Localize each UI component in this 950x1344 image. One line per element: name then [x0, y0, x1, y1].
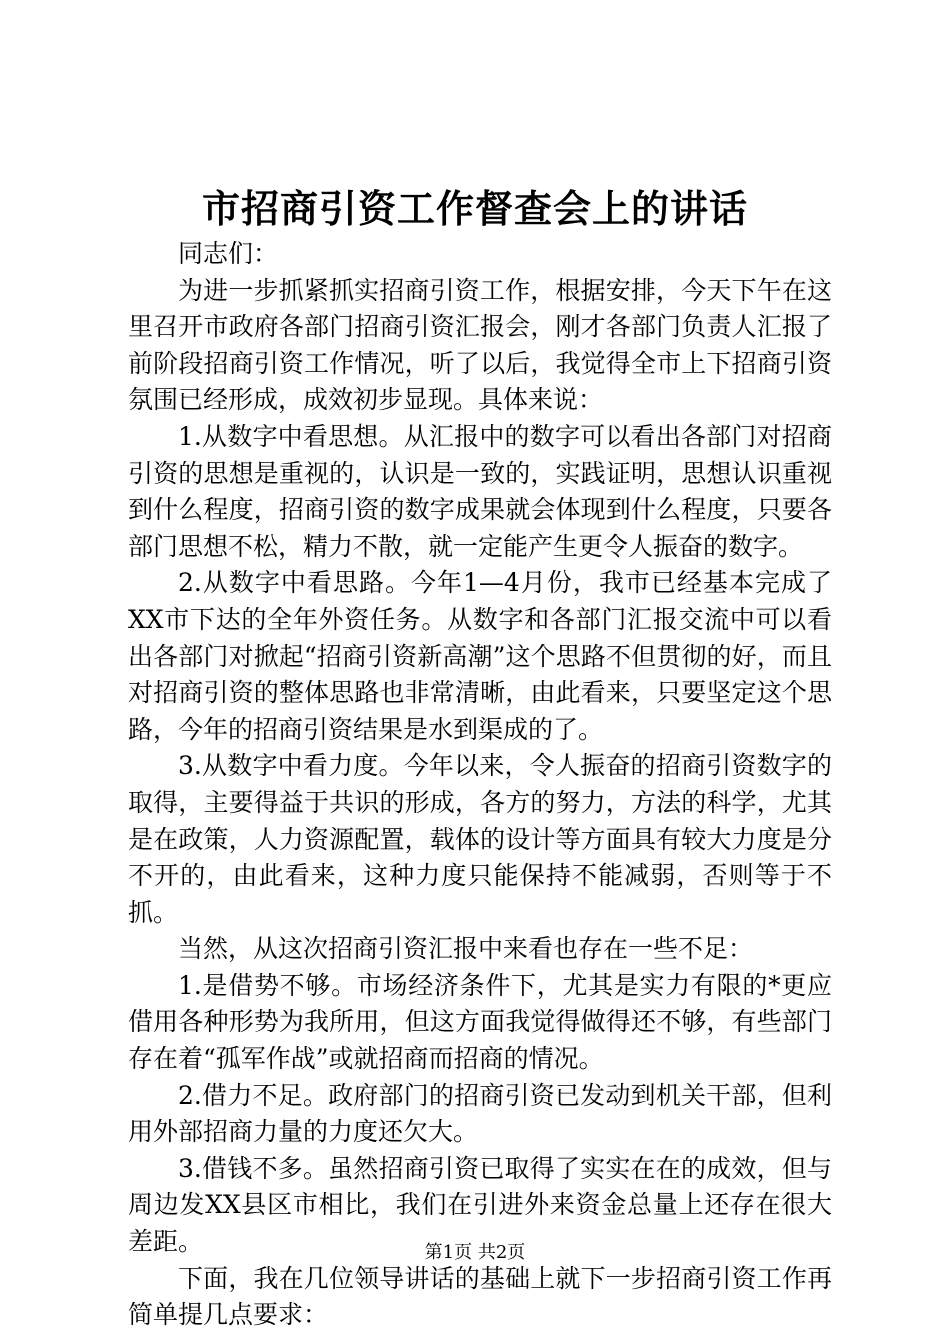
document-title: 市招商引资工作督查会上的讲话 [201, 186, 748, 231]
paragraph-shortcoming-2: 2.借力不足。政府部门的招商引资已发动到机关干部，但利用外部招商力量的力度还欠大。 [128, 1080, 832, 1147]
paragraph-point-3-strength: 3.从数字中看力度。今年以来，令人振奋的招商引资数字的取得，主要得益于共识的形成，各方的努力，方法的科学，尤其是在政策，人力资源配置，载体的设计等方面具有较大力度是分不开的，由此看来，这种力度只能保持不能减弱，否则等于不抓。 [128, 751, 832, 927]
page-number-footer: 第1页 共2页 [424, 1242, 526, 1263]
paragraph-requirements-intro: 下面，我在几位领导讲话的基础上就下一步招商引资工作再简单提几点要求： [128, 1263, 832, 1330]
document-body [128, 236, 832, 1334]
paragraph-point-1-thought: 1.从数字中看思想。从汇报中的数字可以看出各部门对招商引资的思想是重视的，认识是一致的，实践证明，思想认识重视到什么程度，招商引资的数字成果就会体现到什么程度，只要各部门思想不松，精力不散，就一定能产生更令人振奋的数字。 [128, 421, 832, 561]
paragraph-shortcoming-1: 1.是借势不够。市场经济条件下，尤其是实力有限的*更应借用各种形势为我所用，但这方面我觉得做得还不够，有些部门存在着“孤军作战”或就招商而招商的情况。 [128, 970, 832, 1074]
paragraph-shortcoming-3: 3.借钱不多。虽然招商引资已取得了实实在在的成效，但与周边发XX县区市相比，我们在引进外来资金总量上还存在很大差距。 [128, 1153, 832, 1257]
salutation: 同志们： [178, 239, 279, 268]
paragraph-shortcomings-intro: 当然，从这次招商引资汇报中来看也存在一些不足： [178, 934, 754, 964]
paragraph-intro: 为进一步抓紧抓实招商引资工作，根据安排，今天下午在这里召开市政府各部门招商引资汇报会，刚才各部门负责人汇报了前阶段招商引资工作情况，听了以后，我觉得全市上下招商引资氛围已经形成，成效初步显现。具体来说： [128, 275, 832, 415]
paragraph-point-2-approach: 2.从数字中看思路。今年1—4月份，我市已经基本完成了XX市下达的全年外资任务。从数字和各部门汇报交流中可以看出各部门对掀起“招商引资新高潮”这个思路不但贯彻的好，而且对招商引资的整体思路也非常清晰，由此看来，只要坚定这个思路，今年的招商引资结果是水到渠成的了。 [128, 568, 832, 744]
